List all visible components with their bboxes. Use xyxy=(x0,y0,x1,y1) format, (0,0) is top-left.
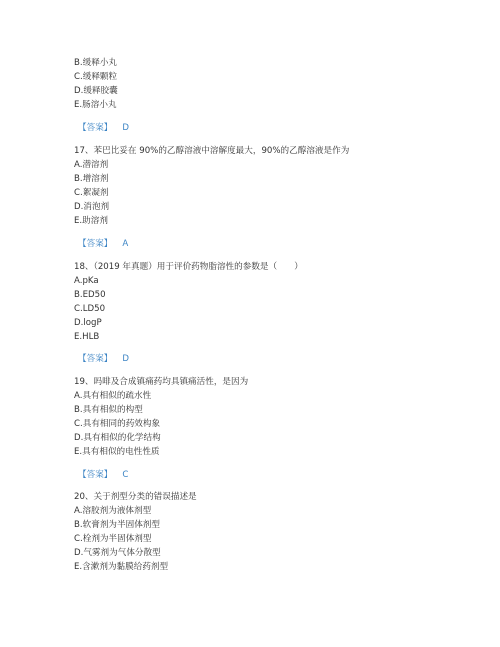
option-d: D.具有相似的化学结构 xyxy=(74,433,161,443)
option-e: E.HLB xyxy=(74,332,100,342)
option-e: E.肠溶小丸 xyxy=(74,100,117,110)
question-20-stem: 20、关于剂型分类的错误描述是 xyxy=(74,492,197,502)
answer-value: D xyxy=(122,123,130,133)
question-19-stem: 19、吗啡及合成镇痛药均具镇痛活性，是因为 xyxy=(74,377,249,387)
answer-label: 【答案】 xyxy=(78,354,113,364)
option-c: C.絮凝剂 xyxy=(74,188,109,198)
question-17-stem: 17、苯巴比妥在 90%的乙醇溶液中溶解度最大，90%的乙醇溶液是作为 xyxy=(74,146,350,156)
question-18-stem: 18、（2019 年真题）用于评价药物脂溶性的参数是（ ） xyxy=(74,262,303,272)
option-a: A.pKa xyxy=(74,276,99,286)
option-a: A.潜溶剂 xyxy=(74,160,109,170)
option-b: B.增溶剂 xyxy=(74,174,109,184)
option-c: C.栓剂为半固体剂型 xyxy=(74,534,152,544)
option-b: B.ED50 xyxy=(74,290,106,300)
option-d: D.消泡剂 xyxy=(74,202,110,212)
option-e: E.助溶剂 xyxy=(74,216,108,226)
answer-line xyxy=(78,354,129,365)
option-b: B.具有相似的构型 xyxy=(74,405,143,415)
option-d: D.logP xyxy=(74,318,102,328)
option-e: E.含漱剂为黏膜给药剂型 xyxy=(74,562,169,572)
answer-label: 【答案】 xyxy=(78,470,113,480)
option-c: C.具有相同的药效构象 xyxy=(74,419,161,429)
answer-value: D xyxy=(122,354,130,364)
answer-value: A xyxy=(122,239,129,249)
answer-line xyxy=(78,470,128,481)
answer-line xyxy=(78,239,128,250)
option-a: A.具有相似的疏水性 xyxy=(74,391,152,401)
answer-label: 【答案】 xyxy=(78,239,113,249)
option-d: D.缓释胶囊 xyxy=(74,86,118,96)
option-d: D.气雾剂为气体分散型 xyxy=(74,548,161,558)
option-c: C.缓释颗粒 xyxy=(74,72,118,82)
answer-line xyxy=(78,123,129,134)
option-a: A.溶胶剂为液体剂型 xyxy=(74,506,152,516)
answer-value: C xyxy=(122,470,129,480)
option-b: B.缓释小丸 xyxy=(74,58,118,68)
option-b: B.软膏剂为半固体剂型 xyxy=(74,520,160,530)
option-c: C.LD50 xyxy=(74,304,106,314)
option-e: E.具有相似的电性性质 xyxy=(74,447,160,457)
answer-label: 【答案】 xyxy=(78,123,113,133)
